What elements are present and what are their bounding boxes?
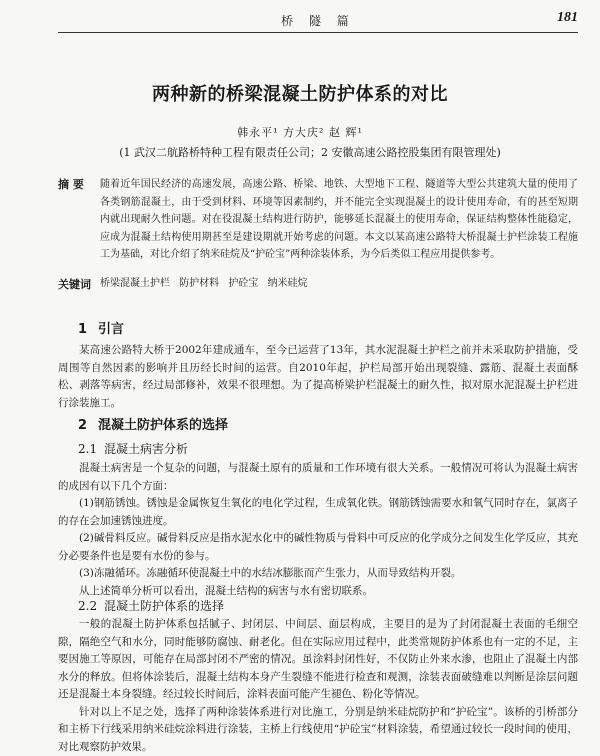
paragraph: 混凝土病害是一个复杂的问题，与混凝土原有的质量和工作环境有很大关系。一般情况可将认为混凝土病害的成因有以下几个方面： [58, 460, 578, 495]
keywords-text: 桥梁混凝土护栏 防护材料 护砼宝 纳米硅烷 [100, 276, 578, 292]
subsection-number: 2.2 [78, 599, 104, 613]
page-number: 181 [557, 10, 578, 26]
system-selection-body [58, 616, 578, 756]
author-list: 韩永平¹ 方大庆² 赵 辉¹ [0, 124, 600, 140]
abstract-text: 随着近年国民经济的高速发展，高速公路、桥梁、地铁、大型地下工程、隧道等大型公共建筑大量的使用了各类钢筋混凝土，由于受到材料、环境等因素制约，并不能完全实现混凝土的设计使用寿命，有的甚至短期内就出现耐久性问题。对在役混凝土结构进行防护，能够延长混凝土的使用寿命，保证结构整体性能稳定，应成为混凝土结构使用期甚至是建设期就开始考虑的问题。本文以某高速公路特大桥混凝土护栏涂装工程施工为基础，对比介绍了纳米硅烷及“护砼宝”两种涂装体系，为今后类似工程应用提供参考。 [100, 176, 578, 264]
subsection-title: 混凝土病害分析 [104, 442, 188, 456]
section-title: 混凝土防护体系的选择 [98, 418, 228, 433]
keywords-label: 关键词 [58, 276, 91, 292]
paragraph: 一般的混凝土防护体系包括腻子、封闭层、中间层、面层构成，主要目的是为了封闭混凝土表面的毛细空隙，隔绝空气和水分，同时能够防腐蚀、耐老化。但在实际应用过程中，此类常规防护体系也有一定的不足，主要因施工等原因，可能存在局部封闭不严密的情况。虽涂料封闭性好，不仅防止外来水渗，也阻止了混凝土内部水分的释放。但将体涂装后，混凝土结构本身产生裂缝不能进行检查和观测，涂装表面破缝难以判断是涂层问题还是混凝土本身裂缝。经过较长时间后，涂料表面可能产生褪色、粉化等情况。 [58, 616, 578, 704]
introduction-body [58, 342, 578, 412]
affiliations: (1 武汉二航路桥特种工程有限责任公司；2 安徽高速公路控股集团有限管理处) [80, 144, 540, 160]
running-title: 桥 隧 篇 [58, 12, 578, 29]
abstract-label: 摘 要 [58, 176, 84, 192]
subsection-heading-disease-analysis [78, 440, 188, 457]
paragraph: (3)冻融循环。冻融循环使混凝土中的水结冰膨胀而产生张力，从而导致结构开裂。 [58, 565, 578, 583]
subsection-heading-system-selection [78, 597, 224, 614]
subsection-title: 混凝土防护体系的选择 [104, 599, 224, 613]
subsection-number: 2.1 [78, 442, 104, 456]
section-title: 引言 [98, 322, 124, 337]
paragraph: 针对以上不足之处，选择了两种涂装体系进行对比施工，分别是纳米硅烷防护和“护砼宝”。该桥的引桥部分和主桥下行线采用纳米硅烷涂料进行涂装，主桥上行线使用“护砼宝”材料涂装，希望通过较长一段时间的使用，对比观察防护效果。 [58, 704, 578, 756]
disease-analysis-body [58, 460, 578, 600]
paragraph: 从上述简单分析可以看出，混凝土结构的病害与水有密切联系。 [58, 583, 578, 601]
article-title: 两种新的桥梁混凝土防护体系的对比 [0, 80, 600, 106]
paragraph: (2)碱骨料反应。碱骨料反应是指水泥水化中的碱性物质与骨料中可反应的化学成分之间发生化学反应，其充分必要条件也是要有水份的参与。 [58, 530, 578, 565]
section-heading-introduction [78, 318, 124, 337]
running-header [58, 10, 578, 33]
section-number: 2 [78, 418, 98, 433]
paragraph: (1)钢筋锈蚀。锈蚀是金属恢复生氧化的电化学过程，生成氧化铁。钢筋锈蚀需要水和氧气同时存在，氯离子的存在会加速锈蚀进度。 [58, 495, 578, 530]
paragraph: 某高速公路特大桥于2002年建成通车，至今已运营了13年，其水泥混凝土护栏之前并未采取防护措施，受周围等自然因素的影响并且历经长时间的运营。自2010年起，护栏局部开始出现裂缝、露筋、混凝土表面酥松、剥落等病害，经过局部修补，效果不很理想。为了提高桥梁护栏混凝土的耐久性，拟对原水泥混凝土护栏进行涂装施工。 [58, 342, 578, 412]
section-heading-selection [78, 414, 228, 433]
section-number: 1 [78, 322, 98, 337]
